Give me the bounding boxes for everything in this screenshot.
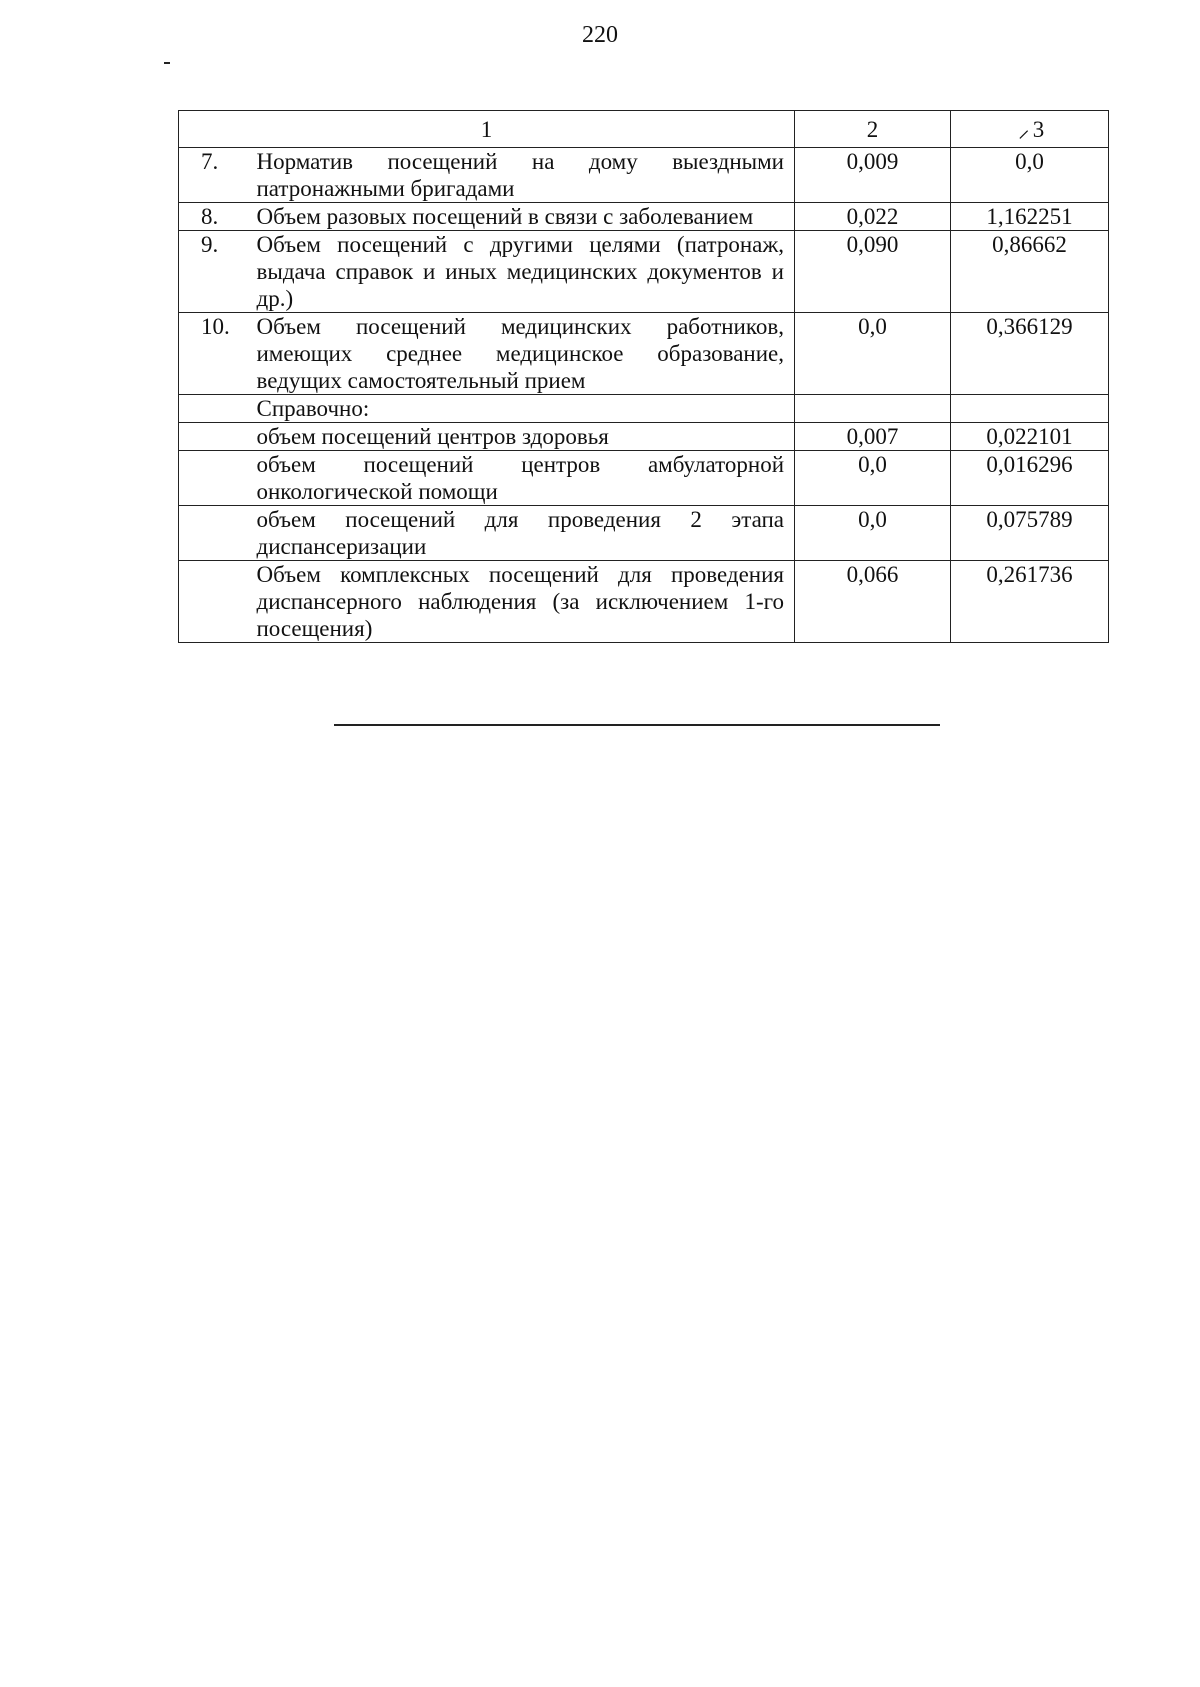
row-name-text: Объем посещений с другими целями (патронаж, выдача справок и иных медицинских документов и др.) (256, 232, 784, 311)
table-row (179, 423, 1109, 451)
row-name (253, 203, 795, 231)
page-number: 220 (582, 22, 618, 48)
table-row (179, 395, 1109, 423)
row-name (253, 148, 795, 203)
row-name (253, 561, 795, 643)
row-value-3 (951, 395, 1109, 423)
table-row (179, 148, 1109, 203)
row-value-2: 0,066 (795, 561, 951, 643)
table-row (179, 506, 1109, 561)
dash-mark (164, 62, 170, 64)
row-value-2: 0,007 (795, 423, 951, 451)
row-name (253, 313, 795, 395)
header-col-2: 2 (795, 111, 951, 148)
row-value-3: 0,0 (951, 148, 1109, 203)
row-value-2 (795, 395, 951, 423)
row-value-3: 1,162251 (951, 203, 1109, 231)
table-row (179, 451, 1109, 506)
row-number (179, 423, 253, 451)
header-col-3-label: 3 (1032, 116, 1045, 142)
row-value-3: 0,86662 (951, 231, 1109, 313)
data-table (178, 110, 1109, 643)
row-name-text: Норматив посещений на дому выездными патронажными бригадами (256, 149, 784, 201)
row-number (179, 506, 253, 561)
row-name-text: Объем посещений медицинских работников, имеющих среднее медицинское образование, ведущих самостоятельный прием (256, 314, 784, 393)
row-value-3: 0,016296 (951, 451, 1109, 506)
row-name (253, 423, 795, 451)
header-col-3: ⸝ 3 (951, 111, 1109, 148)
row-name (253, 506, 795, 561)
row-number: 10. (179, 313, 253, 395)
row-name (253, 395, 795, 423)
row-number: 9. (179, 231, 253, 313)
row-value-3: 0,366129 (951, 313, 1109, 395)
table-row (179, 313, 1109, 395)
row-name (253, 451, 795, 506)
row-name-text: объем посещений для проведения 2 этапа диспансеризации (256, 507, 784, 559)
row-number (179, 561, 253, 643)
row-number: 8. (179, 203, 253, 231)
row-value-2: 0,090 (795, 231, 951, 313)
row-value-2: 0,0 (795, 313, 951, 395)
row-value-2: 0,009 (795, 148, 951, 203)
row-number: 7. (179, 148, 253, 203)
table-row (179, 203, 1109, 231)
row-number (179, 395, 253, 423)
table-row (179, 561, 1109, 643)
table-header-row (179, 111, 1109, 148)
bottom-rule (334, 724, 940, 726)
row-name-text: Объем разовых посещений в связи с заболеванием (256, 204, 754, 229)
row-value-2: 0,0 (795, 451, 951, 506)
row-name (253, 231, 795, 313)
row-name-text: Справочно: (256, 396, 370, 421)
header-col-1: 1 (179, 111, 795, 148)
row-value-3: 0,261736 (951, 561, 1109, 643)
row-value-2: 0,022 (795, 203, 951, 231)
row-number (179, 451, 253, 506)
row-value-2: 0,0 (795, 506, 951, 561)
row-name-text: Объем комплексных посещений для проведения диспансерного наблюдения (за исключением 1-го посещения) (256, 562, 784, 641)
row-value-3: 0,022101 (951, 423, 1109, 451)
row-value-3: 0,075789 (951, 506, 1109, 561)
row-name-text: объем посещений центров здоровья (256, 424, 609, 449)
row-name-text: объем посещений центров амбулаторной онкологической помощи (256, 452, 784, 504)
table-row (179, 231, 1109, 313)
